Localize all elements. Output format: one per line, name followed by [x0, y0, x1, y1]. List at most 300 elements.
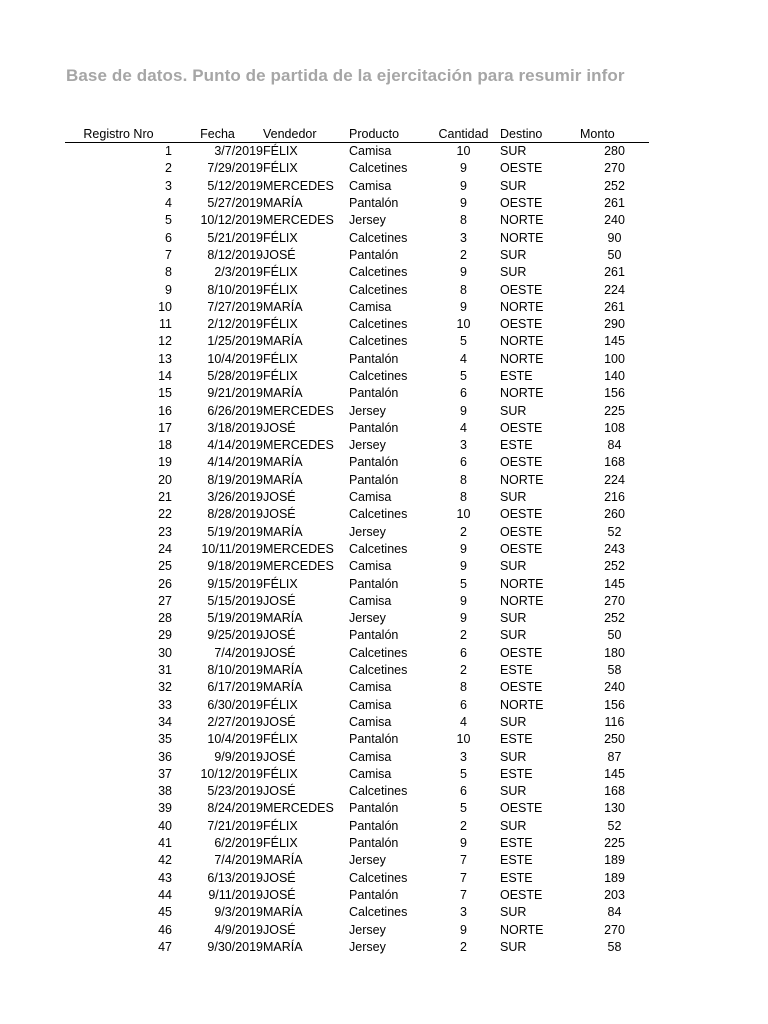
cell-destino: OESTE: [500, 524, 543, 539]
table-row: [65, 939, 649, 956]
cell-vendedor: MERCEDES: [263, 403, 334, 418]
cell-destino: NORTE: [500, 697, 544, 712]
cell-destino: NORTE: [500, 576, 544, 591]
cell-registro: 14: [158, 369, 172, 383]
cell-registro: 2: [165, 161, 172, 176]
sales-table: [65, 124, 649, 956]
cell-vendedor: JOSÉ: [263, 784, 296, 799]
cell-registro: 31: [158, 663, 172, 678]
cell-vendedor: MERCEDES: [263, 438, 334, 453]
cell-fecha: 10/12/2019: [200, 766, 263, 781]
cell-producto: Jersey: [349, 922, 386, 937]
cell-cantidad: 8: [460, 282, 467, 297]
header-destino: Destino: [500, 124, 580, 143]
cell-monto: 252: [604, 559, 625, 574]
cell-registro: 27: [158, 593, 172, 608]
cell-cantidad: 6: [460, 386, 467, 401]
cell-registro: 41: [158, 836, 172, 851]
table-row: [65, 316, 649, 333]
cell-vendedor: JOSÉ: [263, 490, 296, 505]
cell-producto: Calcetines: [349, 230, 408, 245]
table-row: [65, 281, 649, 298]
cell-monto: 50: [607, 247, 622, 262]
cell-registro: 28: [158, 611, 172, 626]
cell-cantidad: 9: [460, 559, 467, 574]
header-fecha: Fecha: [172, 124, 263, 143]
table-row: [65, 143, 649, 161]
table-row: [65, 835, 649, 852]
cell-destino: OESTE: [500, 317, 543, 332]
cell-vendedor: FÉLIX: [263, 836, 298, 851]
cell-registro: 13: [158, 351, 172, 366]
cell-vendedor: JOSÉ: [263, 247, 296, 262]
cell-fecha: 9/11/2019: [208, 887, 263, 902]
cell-fecha: 3/18/2019: [207, 420, 263, 435]
cell-cantidad: 10: [456, 144, 471, 159]
cell-fecha: 5/19/2019: [207, 524, 263, 539]
cell-vendedor: JOSÉ: [263, 593, 296, 608]
table-row: [65, 402, 649, 419]
cell-cantidad: 2: [460, 818, 467, 833]
cell-fecha: 6/13/2019: [207, 870, 263, 885]
cell-monto: 58: [607, 939, 622, 954]
cell-destino: NORTE: [500, 351, 544, 366]
cell-fecha: 4/14/2019: [207, 438, 263, 453]
cell-fecha: 7/27/2019: [207, 299, 263, 314]
cell-destino: OESTE: [500, 507, 543, 522]
cell-destino: SUR: [500, 559, 527, 574]
table-header-row: [65, 124, 649, 143]
cell-destino: SUR: [500, 714, 527, 729]
cell-producto: Calcetines: [349, 265, 408, 280]
cell-cantidad: 7: [460, 870, 467, 885]
cell-cantidad: 5: [460, 369, 467, 383]
cell-producto: Jersey: [349, 438, 386, 453]
cell-fecha: 5/28/2019: [207, 369, 263, 383]
cell-fecha: 3/26/2019: [207, 490, 263, 505]
cell-fecha: 9/18/2019: [207, 559, 263, 574]
cell-monto: 168: [604, 784, 625, 799]
cell-destino: SUR: [500, 905, 527, 920]
cell-fecha: 9/30/2019: [207, 939, 263, 954]
cell-producto: Pantalón: [349, 801, 399, 816]
cell-cantidad: 3: [460, 905, 467, 920]
cell-registro: 19: [158, 455, 172, 470]
cell-producto: Camisa: [349, 299, 392, 314]
table-row: [65, 385, 649, 402]
table-row: [65, 472, 649, 489]
cell-vendedor: MARÍA: [263, 472, 303, 487]
cell-cantidad: 2: [460, 524, 467, 539]
cell-fecha: 5/19/2019: [207, 611, 263, 626]
cell-producto: Jersey: [349, 853, 386, 868]
cell-vendedor: MARÍA: [263, 334, 303, 349]
cell-destino: SUR: [500, 247, 527, 262]
cell-producto: Calcetines: [349, 905, 408, 920]
cell-monto: 52: [607, 818, 622, 833]
cell-producto: Pantalón: [349, 455, 399, 470]
cell-destino: NORTE: [500, 213, 544, 228]
cell-producto: Pantalón: [349, 247, 399, 262]
cell-registro: 25: [158, 559, 172, 574]
cell-cantidad: 9: [460, 178, 467, 193]
cell-destino: NORTE: [500, 299, 544, 314]
cell-cantidad: 7: [460, 887, 467, 902]
cell-monto: 261: [604, 265, 625, 280]
cell-cantidad: 2: [460, 247, 467, 262]
cell-producto: Camisa: [349, 593, 392, 608]
cell-monto: 270: [604, 922, 625, 937]
cell-fecha: 2/12/2019: [207, 317, 263, 332]
cell-fecha: 8/10/2019: [207, 282, 263, 297]
cell-monto: 156: [604, 386, 625, 401]
cell-cantidad: 5: [460, 334, 467, 349]
cell-cantidad: 6: [460, 645, 467, 660]
table-row: [65, 454, 649, 471]
cell-vendedor: MERCEDES: [263, 559, 334, 574]
cell-registro: 7: [165, 247, 172, 262]
cell-registro: 22: [158, 507, 172, 522]
cell-cantidad: 5: [460, 766, 467, 781]
cell-monto: 189: [604, 853, 625, 868]
cell-producto: Pantalón: [349, 818, 399, 833]
cell-fecha: 9/25/2019: [207, 628, 263, 643]
table-row: [65, 264, 649, 281]
cell-monto: 270: [604, 161, 625, 176]
cell-producto: Calcetines: [349, 507, 408, 522]
table-row: [65, 731, 649, 748]
cell-monto: 50: [607, 628, 622, 643]
cell-producto: Calcetines: [349, 645, 408, 660]
cell-vendedor: FÉLIX: [263, 265, 298, 280]
header-producto: Producto: [349, 124, 427, 143]
cell-monto: 216: [604, 490, 625, 505]
cell-destino: SUR: [500, 628, 527, 643]
cell-cantidad: 9: [460, 161, 467, 176]
cell-cantidad: 10: [456, 732, 471, 747]
cell-producto: Camisa: [349, 697, 392, 712]
page-title: Base de datos. Punto de partida de la ejercitación para resumir infor: [66, 66, 625, 85]
cell-vendedor: FÉLIX: [263, 161, 298, 176]
cell-fecha: 4/9/2019: [214, 922, 263, 937]
cell-registro: 5: [165, 213, 172, 228]
cell-vendedor: JOSÉ: [263, 628, 296, 643]
cell-registro: 8: [165, 265, 172, 280]
cell-fecha: 10/11/2019: [201, 541, 263, 556]
table-row: [65, 818, 649, 835]
cell-monto: 243: [604, 541, 625, 556]
cell-producto: Jersey: [349, 611, 386, 626]
cell-fecha: 10/12/2019: [200, 213, 263, 228]
header-vendedor: Vendedor: [263, 124, 349, 143]
cell-cantidad: 2: [460, 628, 467, 643]
cell-producto: Calcetines: [349, 282, 408, 297]
cell-destino: ESTE: [500, 766, 533, 781]
cell-cantidad: 9: [460, 265, 467, 280]
cell-destino: OESTE: [500, 420, 543, 435]
cell-fecha: 7/4/2019: [214, 645, 263, 660]
cell-registro: 46: [158, 922, 172, 937]
table-row: [65, 575, 649, 592]
cell-vendedor: JOSÉ: [263, 714, 296, 729]
cell-monto: 90: [607, 230, 622, 245]
cell-vendedor: FÉLIX: [263, 351, 298, 366]
table-row: [65, 887, 649, 904]
cell-producto: Calcetines: [349, 541, 408, 556]
cell-producto: Pantalón: [349, 386, 399, 401]
header-monto: Monto: [580, 124, 649, 143]
cell-registro: 37: [158, 766, 172, 781]
cell-fecha: 5/23/2019: [207, 784, 263, 799]
cell-cantidad: 2: [460, 663, 467, 678]
cell-vendedor: JOSÉ: [263, 420, 296, 435]
cell-vendedor: MARÍA: [263, 299, 303, 314]
cell-destino: OESTE: [500, 680, 543, 695]
cell-registro: 39: [158, 801, 172, 816]
cell-cantidad: 8: [460, 680, 467, 695]
cell-vendedor: FÉLIX: [263, 576, 298, 591]
cell-fecha: 5/15/2019: [207, 593, 263, 608]
cell-registro: 4: [165, 196, 172, 211]
cell-destino: OESTE: [500, 161, 543, 176]
cell-vendedor: JOSÉ: [263, 749, 296, 764]
cell-cantidad: 9: [460, 196, 467, 211]
table-row: [65, 904, 649, 921]
cell-cantidad: 10: [456, 507, 471, 522]
cell-destino: NORTE: [500, 334, 544, 349]
table-row: [65, 714, 649, 731]
cell-destino: OESTE: [500, 801, 543, 816]
cell-producto: Camisa: [349, 178, 392, 193]
cell-monto: 130: [604, 801, 625, 816]
table-row: [65, 541, 649, 558]
cell-monto: 261: [604, 196, 625, 211]
table-row: [65, 679, 649, 696]
cell-cantidad: 9: [460, 299, 467, 314]
cell-monto: 270: [604, 593, 625, 608]
cell-monto: 145: [604, 334, 625, 349]
cell-fecha: 8/24/2019: [207, 801, 263, 816]
table-row: [65, 697, 649, 714]
cell-registro: 23: [158, 524, 172, 539]
cell-cantidad: 8: [460, 490, 467, 505]
cell-cantidad: 9: [460, 836, 467, 851]
cell-fecha: 10/4/2019: [207, 732, 263, 747]
cell-registro: 15: [158, 386, 172, 401]
cell-registro: 3: [165, 178, 172, 193]
cell-vendedor: MERCEDES: [263, 541, 334, 556]
cell-producto: Camisa: [349, 714, 392, 729]
cell-fecha: 9/3/2019: [214, 905, 263, 920]
cell-monto: 145: [604, 766, 625, 781]
cell-destino: SUR: [500, 178, 527, 193]
cell-registro: 47: [158, 939, 172, 954]
cell-fecha: 9/9/2019: [214, 749, 263, 764]
cell-destino: SUR: [500, 939, 527, 954]
table-row: [65, 524, 649, 541]
table-row: [65, 437, 649, 454]
cell-registro: 10: [158, 299, 172, 314]
cell-vendedor: MERCEDES: [263, 801, 334, 816]
table-row: [65, 783, 649, 800]
cell-fecha: 9/15/2019: [207, 576, 263, 591]
table-row: [65, 489, 649, 506]
table-row: [65, 766, 649, 783]
cell-fecha: 5/12/2019: [207, 178, 263, 193]
cell-cantidad: 6: [460, 784, 467, 799]
cell-vendedor: MERCEDES: [263, 213, 334, 228]
cell-fecha: 6/30/2019: [207, 697, 263, 712]
cell-cantidad: 9: [460, 403, 467, 418]
cell-producto: Camisa: [349, 749, 392, 764]
cell-registro: 42: [158, 853, 172, 868]
table-row: [65, 178, 649, 195]
cell-monto: 252: [604, 611, 625, 626]
cell-fecha: 5/21/2019: [207, 230, 263, 245]
cell-destino: ESTE: [500, 438, 533, 453]
cell-destino: NORTE: [500, 472, 544, 487]
cell-producto: Calcetines: [349, 369, 408, 383]
cell-producto: Pantalón: [349, 576, 399, 591]
cell-destino: SUR: [500, 818, 527, 833]
cell-fecha: 2/3/2019: [214, 265, 263, 280]
cell-vendedor: MARÍA: [263, 196, 303, 211]
cell-registro: 35: [158, 732, 172, 747]
cell-registro: 38: [158, 784, 172, 799]
cell-cantidad: 4: [460, 714, 467, 729]
table-row: [65, 627, 649, 644]
cell-producto: Pantalón: [349, 732, 399, 747]
cell-destino: OESTE: [500, 455, 543, 470]
cell-monto: 280: [604, 144, 625, 159]
cell-vendedor: MARÍA: [263, 663, 303, 678]
cell-fecha: 8/19/2019: [207, 472, 263, 487]
cell-vendedor: MERCEDES: [263, 178, 334, 193]
cell-producto: Jersey: [349, 403, 386, 418]
cell-fecha: 6/17/2019: [207, 680, 263, 695]
cell-registro: 45: [158, 905, 172, 920]
cell-monto: 250: [604, 732, 625, 747]
cell-registro: 9: [165, 282, 172, 297]
table-row: [65, 195, 649, 212]
cell-vendedor: MARÍA: [263, 455, 303, 470]
cell-fecha: 4/14/2019: [207, 455, 263, 470]
cell-registro: 43: [158, 870, 172, 885]
cell-fecha: 1/25/2019: [207, 334, 263, 349]
table-row: [65, 748, 649, 765]
cell-fecha: 10/4/2019: [207, 351, 263, 366]
cell-producto: Calcetines: [349, 870, 408, 885]
cell-fecha: 2/27/2019: [207, 714, 263, 729]
cell-producto: Pantalón: [349, 472, 399, 487]
cell-cantidad: 2: [460, 939, 467, 954]
cell-producto: Camisa: [349, 490, 392, 505]
cell-registro: 36: [158, 749, 172, 764]
cell-vendedor: MARÍA: [263, 680, 303, 695]
cell-vendedor: JOSÉ: [263, 870, 296, 885]
table-row: [65, 593, 649, 610]
table-row: [65, 645, 649, 662]
table-row: [65, 212, 649, 229]
cell-cantidad: 9: [460, 593, 467, 608]
cell-producto: Camisa: [349, 144, 392, 159]
cell-destino: ESTE: [500, 663, 533, 678]
cell-cantidad: 6: [460, 455, 467, 470]
table-row: [65, 558, 649, 575]
cell-registro: 6: [165, 230, 172, 245]
cell-cantidad: 3: [460, 230, 467, 245]
cell-monto: 225: [604, 836, 625, 851]
cell-monto: 58: [607, 663, 622, 678]
cell-monto: 140: [604, 369, 625, 383]
cell-monto: 168: [604, 455, 625, 470]
cell-cantidad: 9: [460, 922, 467, 937]
cell-vendedor: FÉLIX: [263, 732, 298, 747]
cell-producto: Calcetines: [349, 663, 408, 678]
cell-destino: NORTE: [500, 386, 544, 401]
cell-registro: 32: [158, 680, 172, 695]
cell-cantidad: 8: [460, 472, 467, 487]
cell-registro: 16: [158, 403, 172, 418]
cell-destino: ESTE: [500, 369, 533, 383]
cell-monto: 203: [604, 887, 625, 902]
cell-vendedor: MARÍA: [263, 524, 303, 539]
cell-producto: Calcetines: [349, 161, 408, 176]
header-cantidad: Cantidad: [427, 124, 500, 143]
cell-destino: SUR: [500, 403, 527, 418]
cell-destino: NORTE: [500, 593, 544, 608]
table-row: [65, 368, 649, 385]
cell-monto: 189: [604, 870, 625, 885]
cell-producto: Calcetines: [349, 317, 408, 332]
cell-destino: SUR: [500, 265, 527, 280]
table-body: [65, 143, 649, 956]
cell-vendedor: MARÍA: [263, 905, 303, 920]
cell-vendedor: FÉLIX: [263, 697, 298, 712]
cell-cantidad: 8: [460, 213, 467, 228]
cell-producto: Camisa: [349, 680, 392, 695]
cell-registro: 17: [158, 420, 172, 435]
cell-destino: OESTE: [500, 196, 543, 211]
cell-producto: Pantalón: [349, 351, 399, 366]
table-row: [65, 160, 649, 177]
cell-monto: 225: [604, 403, 625, 418]
cell-fecha: 3/7/2019: [214, 144, 263, 159]
cell-cantidad: 6: [460, 697, 467, 712]
table-row: [65, 333, 649, 350]
cell-vendedor: JOSÉ: [263, 922, 296, 937]
cell-registro: 20: [158, 472, 172, 487]
table-row: [65, 229, 649, 246]
cell-producto: Pantalón: [349, 420, 399, 435]
cell-monto: 240: [604, 680, 625, 695]
table-row: [65, 869, 649, 886]
cell-monto: 224: [604, 282, 625, 297]
cell-monto: 145: [604, 576, 625, 591]
cell-producto: Camisa: [349, 559, 392, 574]
cell-vendedor: FÉLIX: [263, 144, 298, 159]
cell-registro: 11: [159, 317, 172, 332]
cell-registro: 44: [158, 887, 172, 902]
cell-cantidad: 9: [460, 541, 467, 556]
cell-producto: Pantalón: [349, 887, 399, 902]
cell-destino: ESTE: [500, 870, 533, 885]
cell-registro: 30: [158, 645, 172, 660]
cell-vendedor: JOSÉ: [263, 507, 296, 522]
cell-producto: Calcetines: [349, 784, 408, 799]
cell-vendedor: FÉLIX: [263, 282, 298, 297]
cell-monto: 108: [604, 420, 625, 435]
